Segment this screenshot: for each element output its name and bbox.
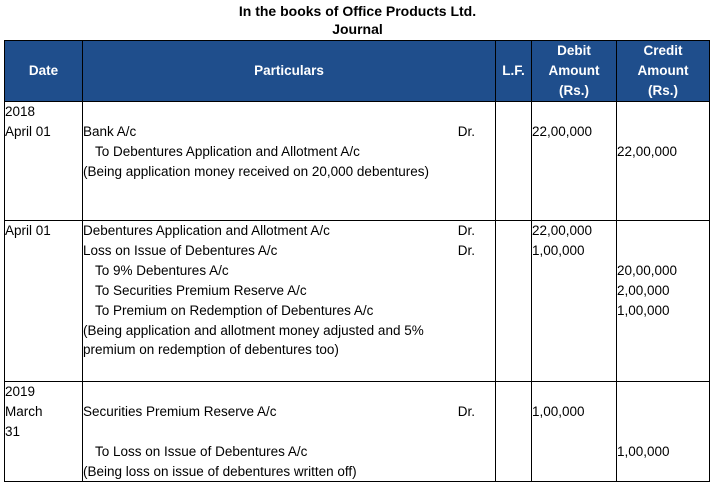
narration: (Being application money received on 20,000 debentures) (83, 164, 429, 179)
credit-header-line: (Rs.) (648, 83, 678, 98)
debit-amount: 22,00,000 (532, 223, 593, 238)
entry-credit (617, 102, 710, 221)
entry-debit (532, 382, 617, 482)
entry-date (5, 221, 83, 382)
credit-amount: 2,00,000 (617, 283, 670, 298)
debit-header-line: Amount (548, 63, 600, 78)
dr-label: Dr. (457, 124, 475, 139)
header-date: Date (5, 41, 83, 102)
date-line: 31 (5, 424, 21, 439)
debit-account (83, 221, 495, 241)
journal-entry-row (5, 102, 710, 221)
credit-account: To Loss on Issue of Debentures A/c (95, 444, 308, 459)
credit-account: To Premium on Redemption of Debentures A/c (95, 303, 374, 318)
date-line: 2018 (5, 104, 36, 119)
account-name: Loss on Issue of Debentures A/c (83, 243, 278, 258)
debit-amount: 1,00,000 (532, 243, 585, 258)
entry-particulars (83, 102, 496, 221)
credit-amount: 20,00,000 (617, 263, 678, 278)
narration: (Being application and allotment money adjusted and 5% premium on redemption of debentures too) (83, 323, 424, 357)
entry-date (5, 382, 83, 482)
header-credit-amount (617, 41, 710, 102)
entry-debit (532, 221, 617, 382)
entry-lf (496, 102, 532, 221)
narration: (Being loss on issue of debentures written off) (83, 464, 357, 479)
entry-date (5, 102, 83, 221)
credit-header-line: Credit (643, 43, 683, 58)
dr-label: Dr. (457, 404, 475, 419)
header-debit-amount (532, 41, 617, 102)
credit-account: To 9% Debentures A/c (95, 263, 229, 278)
date-line: April 01 (5, 223, 51, 238)
credit-account: To Debentures Application and Allotment A/c (95, 144, 360, 159)
journal-heading (0, 0, 715, 38)
journal-subtitle: Journal (332, 21, 383, 37)
header-particulars: Particulars (83, 41, 496, 102)
entry-particulars (83, 221, 496, 382)
debit-account (83, 122, 495, 142)
date-line: April 01 (5, 124, 51, 139)
debit-amount: 1,00,000 (532, 404, 585, 419)
journal-table (4, 40, 710, 482)
account-name: Debentures Application and Allotment A/c (83, 223, 330, 238)
debit-amount: 22,00,000 (532, 124, 593, 139)
account-name: Bank A/c (83, 124, 137, 139)
journal-entry-row (5, 382, 710, 482)
debit-account (83, 402, 495, 422)
debit-header-line: (Rs.) (559, 83, 589, 98)
date-line: March (5, 404, 43, 419)
debit-account (83, 241, 495, 261)
entry-lf (496, 382, 532, 482)
entry-debit (532, 102, 617, 221)
dr-label: Dr. (457, 243, 475, 258)
entry-lf (496, 221, 532, 382)
credit-account: To Securities Premium Reserve A/c (95, 283, 307, 298)
credit-header-line: Amount (637, 63, 689, 78)
entry-particulars (83, 382, 496, 482)
debit-header-line: Debit (557, 43, 591, 58)
journal-entry-row (5, 221, 710, 382)
table-header-row (5, 41, 710, 102)
company-title: In the books of Office Products Ltd. (238, 3, 477, 19)
credit-amount: 1,00,000 (617, 303, 670, 318)
credit-amount: 22,00,000 (617, 144, 678, 159)
header-lf: L.F. (496, 41, 532, 102)
account-name: Securities Premium Reserve A/c (83, 404, 277, 419)
date-line: 2019 (5, 384, 36, 399)
entry-credit (617, 382, 710, 482)
dr-label: Dr. (457, 223, 475, 238)
credit-amount: 1,00,000 (617, 444, 670, 459)
entry-credit (617, 221, 710, 382)
